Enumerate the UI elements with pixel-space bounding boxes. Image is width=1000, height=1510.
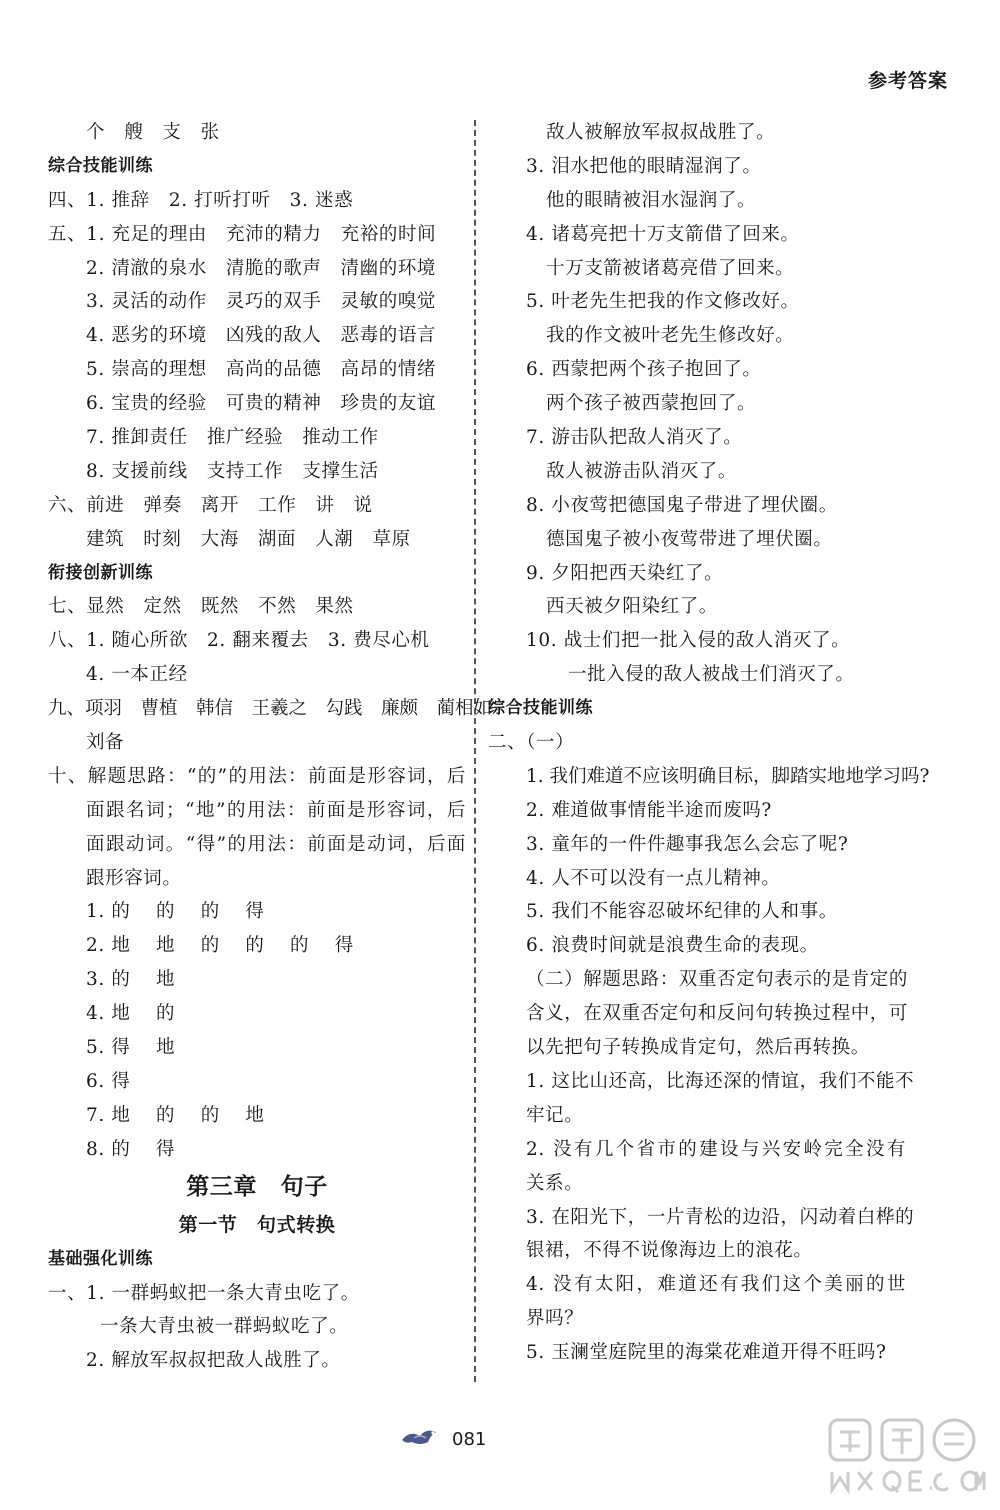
answer-line: 8. 的 得	[86, 1138, 176, 1160]
answer-line: 西天被夕阳染红了。	[546, 596, 718, 618]
answer-line: 3. 灵活的动作 灵巧的双手 灵敏的嗅觉	[86, 291, 437, 313]
answer-line: 4. 恶劣的环境 凶残的敌人 恶毒的语言	[86, 325, 437, 347]
answer-line: 3. 童年的一件件趣事我怎么会忘了呢?	[526, 833, 849, 855]
section-heading: 衔接创新训练	[48, 562, 153, 583]
chapter-title: 第三章 句子	[186, 1173, 328, 1200]
answer-line: （二）解题思路：双重否定句表示的是肯定的	[526, 969, 909, 991]
answer-line: 德国鬼子被小夜莺带进了埋伏圈。	[546, 528, 833, 550]
answer-line: 8. 小夜莺把德国鬼子带进了埋伏圈。	[526, 494, 838, 516]
section-heading: 综合技能训练	[488, 698, 593, 719]
answer-line: 2. 没有几个省市的建设与兴安岭完全没有	[526, 1138, 906, 1160]
section-heading: 基础强化训练	[48, 1248, 153, 1269]
answer-line: 面跟名词；“地”的用法：前面是形容词，后	[86, 799, 466, 821]
answer-line: 1. 我们难道不应该明确目标，脚踏实地地学习吗?	[526, 765, 930, 787]
answer-line: 5. 叶老先生把我的作文修改好。	[526, 291, 800, 313]
answer-line: 4. 一本正经	[86, 664, 188, 686]
answer-line: 2. 地 地 的 的 的 得	[86, 935, 354, 957]
answer-line: 4. 没有太阳，难道还有我们这个美丽的世	[526, 1274, 906, 1296]
answer-line: 4. 地 的	[86, 1003, 176, 1025]
answer-line: 2. 解放军叔叔把敌人战胜了。	[86, 1350, 341, 1372]
answer-line: 6. 宝贵的经验 可贵的精神 珍贵的友谊	[86, 393, 437, 415]
answer-line: 关系。	[526, 1172, 584, 1194]
section-heading: 综合技能训练	[48, 155, 153, 176]
answer-line: 十、解题思路：“的”的用法：前面是形容词，后	[48, 765, 466, 787]
answer-line: 个 艘 支 张	[86, 122, 220, 143]
bird-logo-icon	[400, 1426, 442, 1452]
answer-line: 二、（一）	[488, 732, 575, 754]
answer-line: 2. 清澈的泉水 清脆的歌声 清幽的环境	[86, 257, 437, 279]
page-header-title: 参考答案	[867, 70, 948, 92]
answer-line: 3. 泪水把他的眼睛湿润了。	[526, 155, 762, 177]
page-footer	[400, 1426, 486, 1452]
answer-line: 一批入侵的敌人被战士们消灭了。	[568, 664, 855, 686]
right-column	[488, 116, 930, 1370]
answer-line: 敌人被解放军叔叔战胜了。	[546, 122, 776, 143]
answer-line: 3. 在阳光下，一片青松的边沿，闪动着白桦的	[526, 1206, 915, 1228]
answer-line: 五、1. 充足的理由 充沛的精力 充裕的时间	[48, 223, 437, 245]
answer-line: 以先把句子转换成肯定句，然后再转换。	[526, 1037, 870, 1059]
answer-line: 6. 浪费时间就是浪费生命的表现。	[526, 935, 819, 957]
answer-line: 四、1. 推辞 2. 打听打听 3. 迷惑	[48, 189, 354, 211]
answer-line: 2. 难道做事情能半途而废吗?	[526, 799, 772, 821]
answer-line: 7. 推卸责任 推广经验 推动工作	[86, 427, 379, 449]
answer-line: 8. 支援前线 支持工作 支撑生活	[86, 460, 379, 482]
answer-line: 5. 得 地	[86, 1037, 176, 1059]
answer-line: 建筑 时刻 大海 湖面 人潮 草原	[86, 528, 411, 550]
answer-line: 银裙，不得不说像海边上的浪花。	[526, 1240, 813, 1262]
answer-line: 界吗？	[526, 1308, 584, 1330]
answer-line: 九、项羽 曹植 韩信 王羲之 勾践 廉颇 蔺相如	[48, 698, 493, 720]
answer-line: 一条大青虫被一群蚂蚁吃了。	[100, 1316, 349, 1338]
answer-line: 5. 我们不能容忍破坏纪律的人和事。	[526, 901, 838, 923]
answer-line: 5. 崇高的理想 高尚的品德 高昂的情绪	[86, 359, 437, 381]
answer-line: 六、前进 弹奏 离开 工作 讲 说	[48, 494, 373, 516]
answer-line: 6. 西蒙把两个孩子抱回了。	[526, 359, 762, 381]
answer-line: 1. 的 的 的 得	[86, 901, 265, 923]
answer-line: 9. 夕阳把西天染红了。	[526, 562, 724, 584]
answer-line: 两个孩子被西蒙抱回了。	[546, 393, 757, 415]
answer-line: 含义，在双重否定句和反问句转换过程中，可	[526, 1003, 909, 1025]
answer-line: 一、1. 一群蚂蚁把一条大青虫吃了。	[48, 1282, 360, 1304]
answer-line: 跟形容词。	[86, 867, 182, 889]
answer-line: 1. 这比山还高，比海还深的情谊，我们不能不	[526, 1070, 915, 1092]
site-watermark	[826, 1416, 986, 1496]
answer-line: 八、1. 随心所欲 2. 翻来覆去 3. 费尽心机	[48, 630, 430, 652]
answer-line: 牢记。	[526, 1104, 584, 1126]
answer-line: 5. 玉澜堂庭院里的海棠花难道开得不旺吗?	[526, 1342, 887, 1364]
left-column	[48, 116, 493, 1378]
answer-line: 敌人被游击队消灭了。	[546, 460, 738, 482]
answer-line: 刘备	[86, 732, 125, 754]
answer-line: 我的作文被叶老先生修改好。	[546, 325, 795, 347]
column-divider	[474, 120, 476, 1382]
answer-line: 4. 人不可以没有一点儿精神。	[526, 867, 781, 889]
page-number: 081	[452, 1428, 487, 1450]
section-title: 第一节 句式转换	[178, 1213, 336, 1236]
answer-line: 十万支箭被诸葛亮借了回来。	[546, 257, 795, 279]
answer-line: 7. 地 的 的 地	[86, 1104, 265, 1126]
answer-line: 3. 的 地	[86, 969, 176, 991]
answer-line: 4. 诸葛亮把十万支箭借了回来。	[526, 223, 800, 245]
answer-line: 七、显然 定然 既然 不然 果然	[48, 596, 354, 618]
answer-line: 10. 战士们把一批入侵的敌人消灭了。	[526, 630, 851, 652]
answer-line: 7. 游击队把敌人消灭了。	[526, 427, 743, 449]
answer-line: 面跟动词。“得”的用法：前面是动词，后面	[86, 833, 466, 855]
answer-line: 他的眼睛被泪水湿润了。	[546, 189, 757, 211]
answer-line: 6. 得	[86, 1070, 131, 1092]
